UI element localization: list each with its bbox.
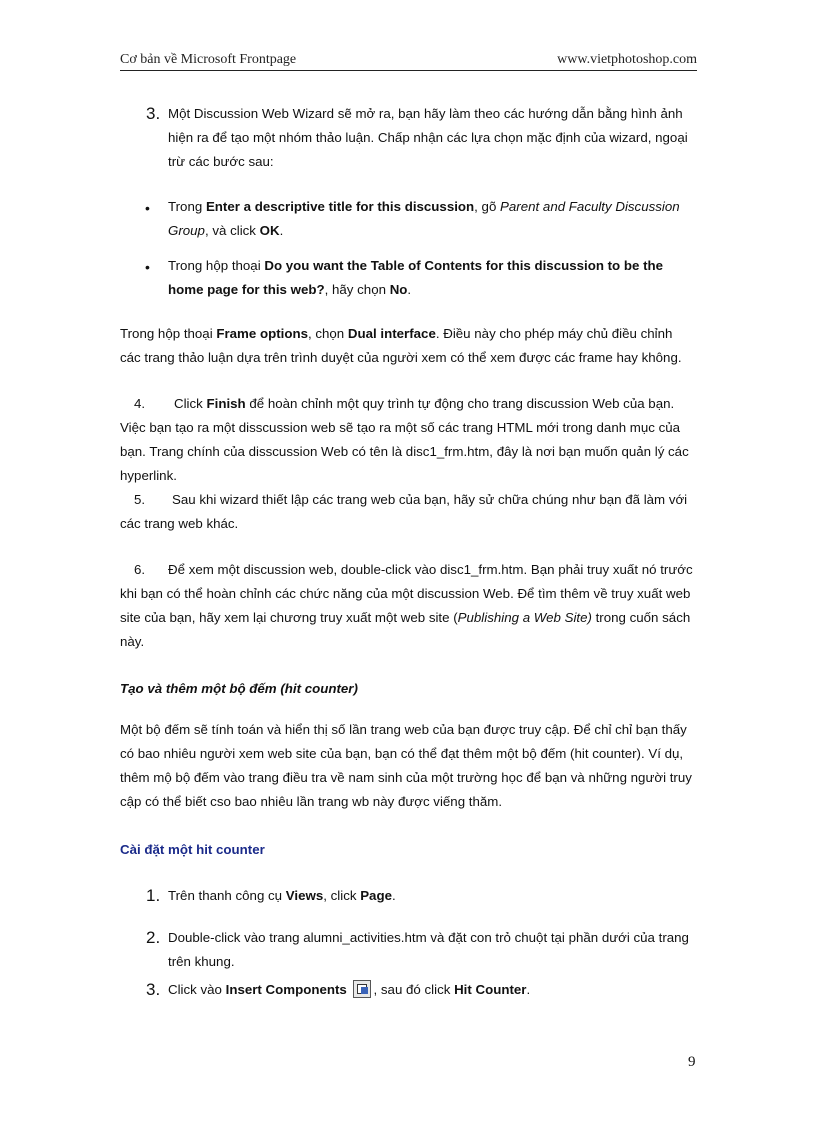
insert-components-icon bbox=[353, 980, 371, 998]
bullet-1-marker: • bbox=[145, 200, 150, 216]
bullet-2-text: Trong hộp thoại Do you want the Table of Contents for this discussion to be the home page for this web?, hãy chọn No. bbox=[168, 258, 664, 297]
step-4-number: 4. bbox=[134, 396, 146, 411]
install-step-2-number: 2. bbox=[146, 928, 161, 947]
page-number: 9 bbox=[688, 1054, 696, 1070]
step-6-paragraph: 6. Để xem một discussion web, double-click vào disc1_frm.htm. Bạn phải truy xuất nó trước khi bạn có thể hoàn chỉnh các chức năng của một discussion Web. Để tìm thêm về truy xuất web site của bạn, hãy xem lại chương truy xuất một web site (Publishing a Web Site) trong cuốn sách này. bbox=[120, 558, 698, 654]
install-step-1-number: 1. bbox=[146, 886, 161, 905]
bullet-2-marker: • bbox=[145, 259, 150, 275]
step-3-line-3: trừ các bước sau: bbox=[168, 154, 274, 169]
page-header bbox=[120, 52, 697, 71]
install-step-3-text: Click vào Insert Components , sau đó click Hit Counter. bbox=[168, 982, 531, 997]
step-5-paragraph: 5. Sau khi wizard thiết lập các trang web của bạn, hãy sử chữa chúng như bạn đã làm với các trang web khác. bbox=[120, 488, 698, 536]
section-heading-hit-counter: Tạo và thêm một bộ đếm (hit counter) bbox=[120, 681, 358, 696]
hit-counter-description: Một bộ đếm sẽ tính toán và hiển thị số lần trang web của bạn được truy cập. Để chỉ chỉ bạn thấy có bao nhiêu người xem web site của bạn, bạn có thể đạt thêm một bộ đếm (hit counter). Ví dụ, thêm mộ bộ đếm vào trang điều tra về nam sinh của một trường học để bạn và những người truy cập có thể biết cso bao nhiêu lần trang wb này được viếng thăm. bbox=[120, 722, 692, 809]
subheading-install-hit-counter: Cài đặt một hit counter bbox=[120, 842, 265, 857]
install-step-2-text: Double-click vào trang alumni_activities.htm và đặt con trỏ chuột tại phần dưới của trang trên khung. bbox=[168, 930, 689, 969]
step-3-number: 3. bbox=[146, 104, 161, 123]
install-step-3-number: 3. bbox=[146, 980, 161, 999]
step-4-paragraph: 4. Click Finish để hoàn chỉnh một quy trình tự động cho trang discussion Web của bạn. Việc bạn tạo ra một disscussion web sẽ tạo ra một số các trang HTML mới trong danh mục của bạn. Trang chính của disscussion Web có tên là disc1_frm.htm, đây là nơi bạn muốn quản lý các hyperlink. bbox=[120, 392, 698, 488]
header-title: Cơ bản về Microsoft Frontpage bbox=[120, 52, 297, 67]
header-url: www.vietphotoshop.com bbox=[557, 52, 697, 67]
step-3-line-1: Một Discussion Web Wizard sẽ mở ra, bạn hãy làm theo các hướng dẫn bằng hình ảnh bbox=[168, 106, 683, 121]
step-3-line-2: hiện ra để tạo một nhóm thảo luận. Chấp nhận các lựa chọn mặc định của wizard, ngoại bbox=[168, 130, 688, 145]
bullet-1-text: Trong Enter a descriptive title for this discussion, gõ Parent and Faculty Discussion Group, và click OK. bbox=[168, 199, 680, 238]
step-6-number: 6. bbox=[134, 562, 146, 577]
step-5-number: 5. bbox=[134, 492, 146, 507]
frame-options-paragraph: Trong hộp thoại Frame options, chọn Dual interface. Điều này cho phép máy chủ điều chỉnh các trang thảo luận dựa trên trình duyệt của người xem có thể xem được các frame hay không. bbox=[120, 326, 682, 365]
step-3-text bbox=[168, 102, 698, 174]
install-step-1-text: Trên thanh công cụ Views, click Page. bbox=[168, 888, 396, 903]
